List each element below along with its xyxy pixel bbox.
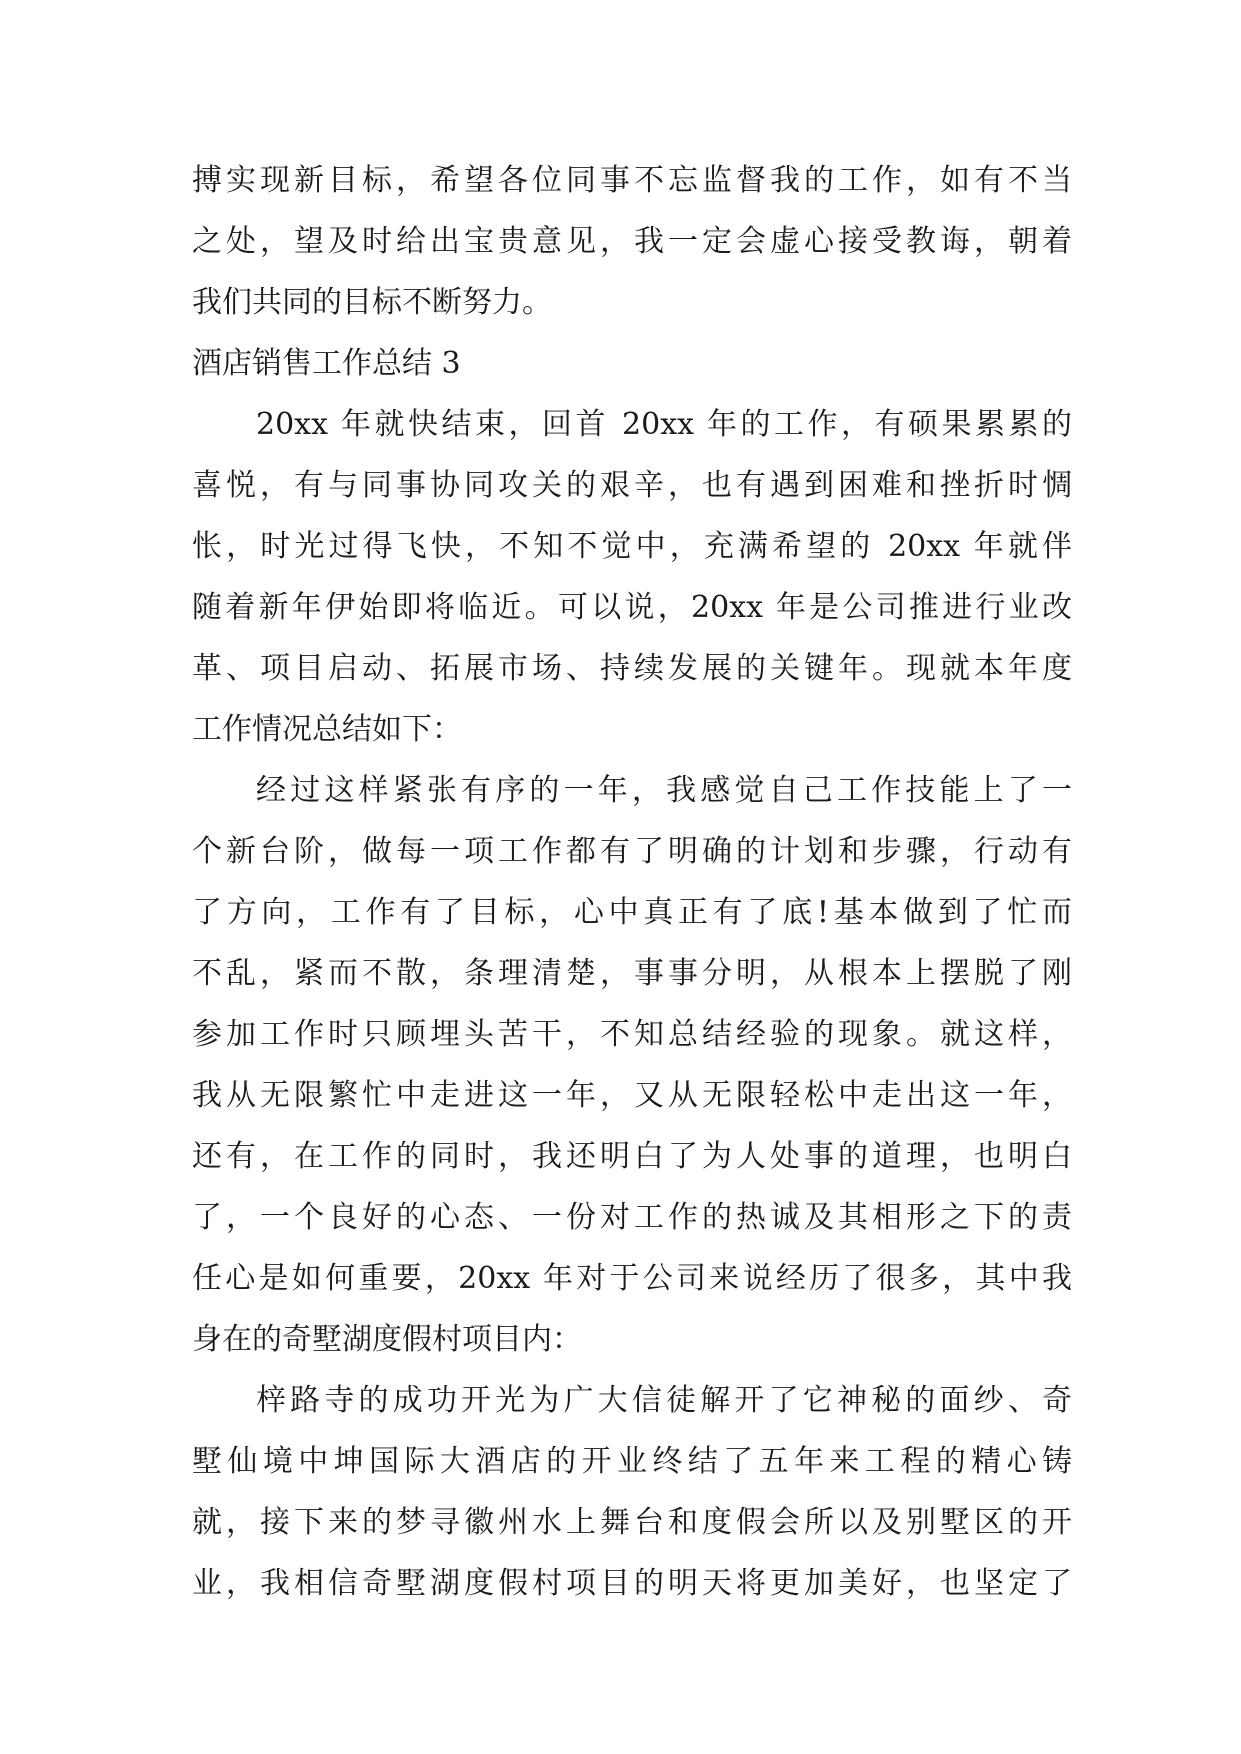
text-line: 任心是如何重要，20xx 年对于公司来说经历了很多，其中我 xyxy=(192,1261,1072,1296)
text-line: 业，我相信奇墅湖度假村项目的明天将更加美好，也坚定了 xyxy=(192,1566,1072,1601)
text-line: 就，接下来的梦寻徽州水上舞台和度假会所以及别墅区的开 xyxy=(192,1505,1072,1540)
text-line: 个新台阶，做每一项工作都有了明确的计划和步骤，行动有 xyxy=(192,834,1072,869)
text-line: 之处，望及时给出宝贵意见，我一定会虚心接受教诲，朝着 xyxy=(192,224,1072,259)
text-line: 了，一个良好的心态、一份对工作的热诚及其相形之下的责 xyxy=(192,1200,1072,1235)
document-body xyxy=(192,150,1072,1614)
text-line: 不乱，紧而不散，条理清楚，事事分明，从根本上摆脱了刚 xyxy=(192,956,1072,991)
text-line: 我们共同的目标不断努力。 xyxy=(192,285,552,320)
text-line: 墅仙境中坤国际大酒店的开业终结了五年来工程的精心铸 xyxy=(192,1444,1072,1479)
text-line: 梓路寺的成功开光为广大信徒解开了它神秘的面纱、奇 xyxy=(256,1383,1072,1418)
text-line: 我从无限繁忙中走进这一年，又从无限轻松中走出这一年， xyxy=(192,1078,1072,1113)
text-line: 参加工作时只顾埋头苦干，不知总结经验的现象。就这样， xyxy=(192,1017,1072,1052)
text-line: 还有，在工作的同时，我还明白了为人处事的道理，也明白 xyxy=(192,1139,1072,1174)
text-line: 了方向，工作有了目标，心中真正有了底!基本做到了忙而 xyxy=(192,895,1072,930)
text-line: 身在的奇墅湖度假村项目内： xyxy=(192,1322,582,1357)
text-line: 搏实现新目标，希望各位同事不忘监督我的工作，如有不当 xyxy=(192,163,1072,198)
text-line: 工作情况总结如下： xyxy=(192,712,462,747)
text-line: 怅，时光过得飞快，不知不觉中，充满希望的 20xx 年就伴 xyxy=(192,529,1072,564)
text-line: 经过这样紧张有序的一年，我感觉自己工作技能上了一 xyxy=(256,773,1072,808)
text-line: 随着新年伊始即将临近。可以说，20xx 年是公司推进行业改 xyxy=(192,590,1072,625)
text-line: 20xx 年就快结束，回首 20xx 年的工作，有硕果累累的 xyxy=(256,407,1072,442)
text-line: 革、项目启动、拓展市场、持续发展的关键年。现就本年度 xyxy=(192,651,1072,686)
section-heading: 酒店销售工作总结 3 xyxy=(192,346,461,381)
text-line: 喜悦，有与同事协同攻关的艰辛，也有遇到困难和挫折时惆 xyxy=(192,468,1072,503)
